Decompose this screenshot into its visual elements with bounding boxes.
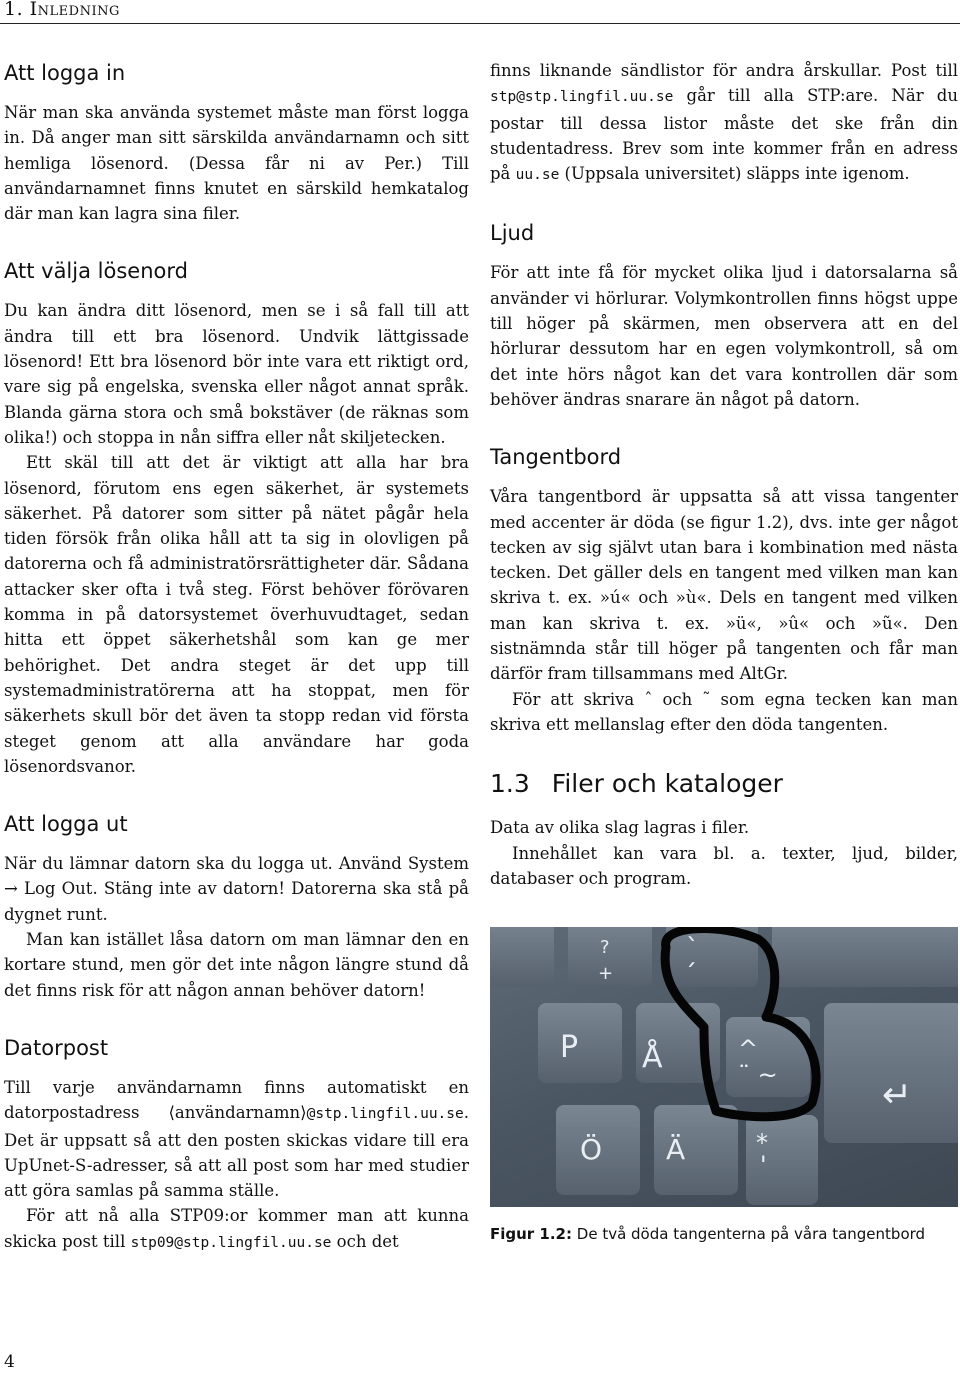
keyboard-photo: [490, 927, 958, 1207]
key: [538, 1003, 622, 1083]
section-title-valja-losenord: Att välja lösenord: [4, 259, 188, 284]
paragraph: När du lämnar datorn ska du logga ut. Använd System → Log Out. Stäng inte av datorn! Datorerna ska stå på dygnet runt.: [4, 854, 469, 924]
paragraph: För att nå alla STP09:or kommer man att kunna skicka post till stp09@stp.lingfil.uu.se och det: [4, 1206, 469, 1251]
key: [772, 927, 958, 987]
section-title-tangentbord: Tangentbord: [490, 445, 622, 470]
section-title-logga-in: Att logga in: [4, 61, 126, 85]
key-legend: ↵: [882, 1075, 913, 1117]
key-legend: P: [560, 1030, 579, 1066]
paragraph: Ett skäl till att det är viktigt att alla har bra lösenord, förutom ens egen säkerhet, är systemets säkerhet. På datorer som sitter på nätet pågår hela tiden försök från olika håll att ta sig in olovligen på datorerna och få administratörsrättigheter där. Sådana attacker sker ofta i två steg. Först behöver förövaren komma in på datorsystemet överhuvudtaget, sedan hitta ett öppet säkerhetshål som kan ge mer behörighet. Det andra steget är det upp till systemadministratörerna att ha stoppat, men för säkerhets skull bör det även ta stopp redan vid första steget genom att alla användare har goda lösenordsvanor.: [4, 453, 469, 776]
section-title-logga-ut: Att logga ut: [4, 812, 128, 837]
paragraph: För att skriva ˆ och ˜ som egna tecken kan man skriva ett mellanslag efter den döda tangenten.: [490, 689, 958, 734]
email-address: stp09@stp.lingfil.uu.se: [130, 1234, 332, 1251]
key-legend: ´: [684, 960, 697, 991]
figure-caption: Figur 1.2: De två döda tangenterna på våra tangentbord: [490, 1225, 926, 1244]
key-legend: ?: [600, 937, 610, 959]
header-rule: [0, 23, 960, 24]
email-address: stp@stp.lingfil.uu.se: [490, 89, 674, 106]
email-address: @stp.lingfil.uu.se: [306, 1106, 464, 1123]
key-legend: +: [598, 963, 614, 985]
paragraph: Data av olika slag lagras i filer.: [490, 818, 750, 838]
paragraph: Innehållet kan vara bl. a. texter, ljud, bilder, databaser och program.: [490, 843, 958, 888]
key-legend: Ä: [666, 1133, 686, 1167]
left-column: [4, 58, 469, 1256]
section-title-filer: 1.3 Filer och kataloger: [490, 769, 783, 799]
section-title-datorpost: Datorpost: [4, 1035, 109, 1060]
keyboard-illustration: [490, 927, 958, 1207]
key-legend: *: [756, 1129, 768, 1158]
domain-text: uu.se: [515, 167, 560, 184]
right-column: [490, 58, 958, 1243]
paragraph: När man ska använda systemet måste man först logga in. Då anger man sitt särskilda användarnamn och sitt hemliga lösenord. (Dessa får ni av Per.) Till användarnamnet finns knutet en särskild hemkatalog där man kan lagra sina filer.: [4, 103, 469, 224]
paragraph: Våra tangentbord är uppsatta så att vissa tangenter med accenter är döda (se figur 1.2), dvs. inte ger något tecken av sig självt utan bara i kombination med nästa tecken. Det gäller dels en tangent med vilken man kan skriva t. ex. »ú« och »ù«. Dels en tangent med vilken man kan skriva t. ex. »ü«, »û« och »ũ«. Den sistnämnda står till höger på tangenten och får man därför fram tillsammans med AltGr.: [490, 487, 958, 684]
section-title-ljud: Ljud: [490, 221, 535, 246]
key-legend: Å: [642, 1040, 663, 1076]
paragraph: Till varje användarnamn finns automatiskt en datorpostadress ⟨användarnamn⟩@stp.lingfil.uu.se. Det är uppsatt så att den posten skickas vidare till era UpUnet-S-adresser, så att all post som har med studier att göra samlas på samma ställe.: [4, 1077, 469, 1201]
key-legend: ¨ ~: [738, 1061, 778, 1090]
key: [824, 1003, 958, 1143]
key-legend: `: [686, 934, 699, 965]
page-number: 4: [4, 1352, 15, 1372]
paragraph: För att inte få för mycket olika ljud i datorsalarna så använder vi hörlurar. Volymkontrollen finns högst uppe till höger på skärmen, men observera att en del hörlurar dessutom har en egen volymkontroll, så om det inte hörs något kan det vara kontrollen där som behöver ändras snarare än något på datorn.: [490, 263, 958, 409]
chapter-header: 1. Inledning: [4, 0, 120, 20]
key: [490, 927, 554, 987]
key-legend: ': [760, 1151, 767, 1180]
paragraph: Du kan ändra ditt lösenord, men se i så fall till att ändra till ett bra lösenord. Undvik lättgissade lösenord! Ett bra lösenord bör inte vara ett riktigt ord, vare sig på engelska, svenska eller något annat språk. Blanda gärna stora och små bokstäver (de räknas som olika!) och stoppa in nån siffra eller nåt skiljetecken.: [4, 301, 469, 447]
key-legend: ^: [738, 1035, 759, 1064]
paragraph: Man kan istället låsa datorn om man lämnar den en kortare stund, men gör det inte någon längre stund då det finns risk för att någon annan behöver datorn!: [4, 930, 469, 1000]
key-legend: Ö: [580, 1133, 603, 1167]
paragraph: finns liknande sändlistor för andra årskullar. Post till stp@stp.lingfil.uu.se går till alla STP:are. När du postar till dessa listor måste det ske från din studentadress. Brev som inte kommer från en adress på uu.se (Uppsala universitet) släpps inte igenom.: [490, 61, 958, 184]
